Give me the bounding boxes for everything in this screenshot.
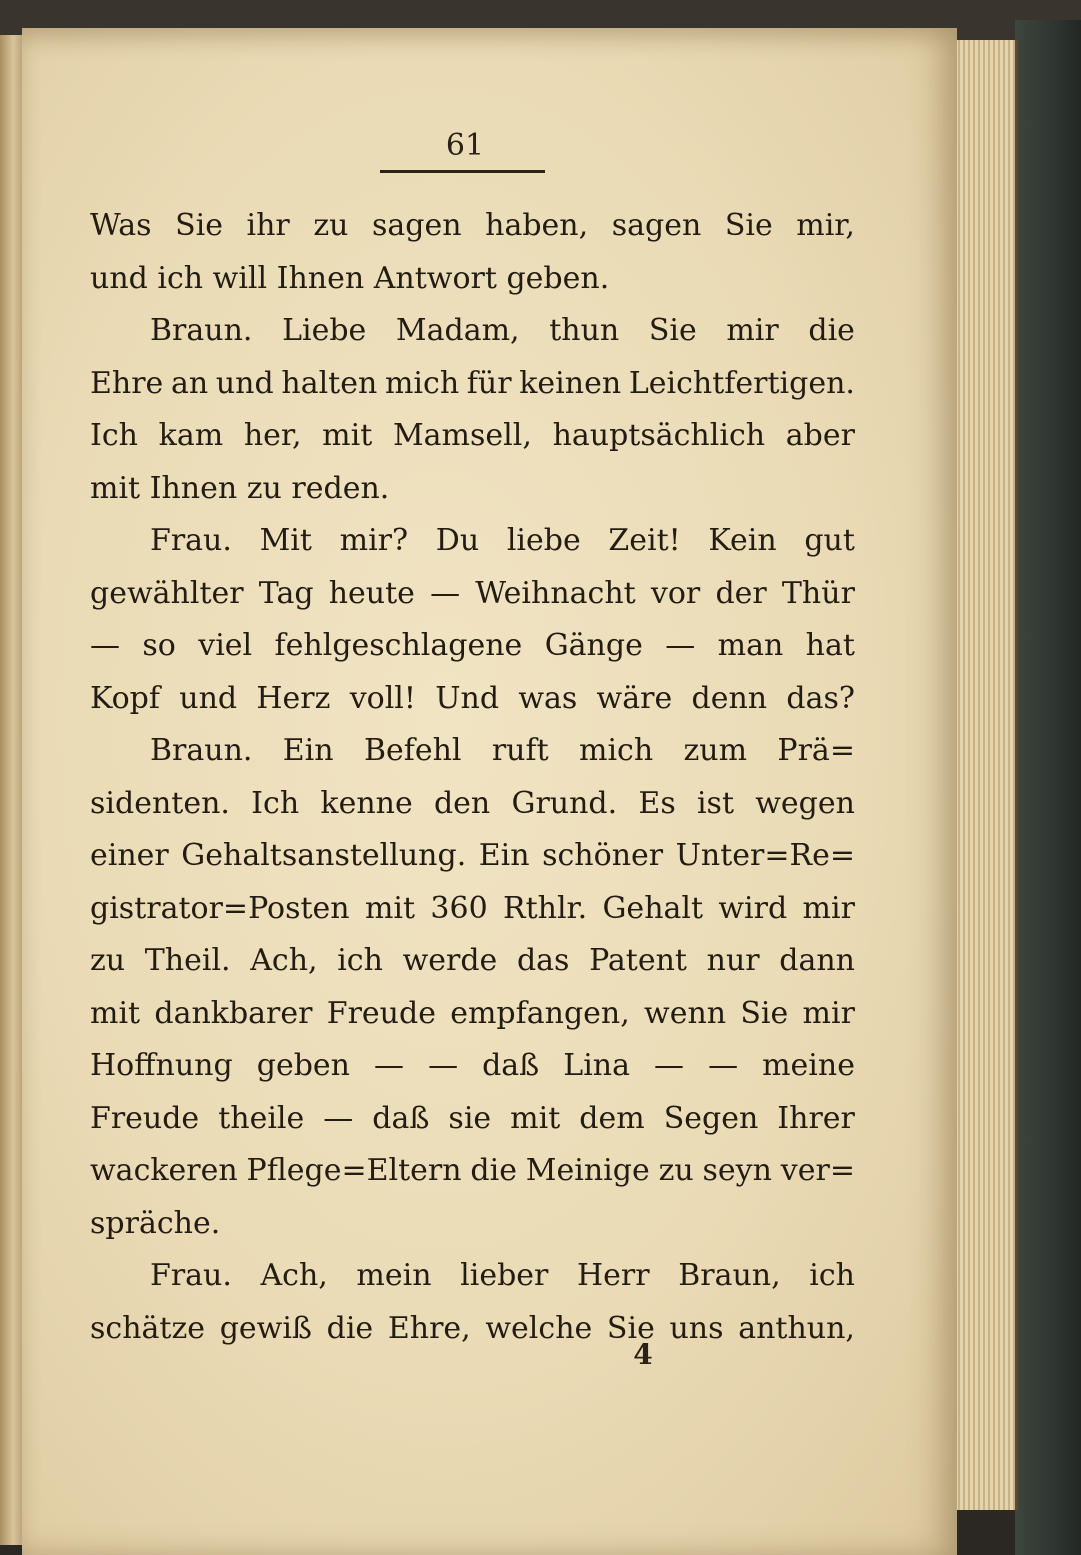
word: sie [448, 1100, 492, 1136]
word: das [516, 943, 570, 978]
word: der [715, 575, 767, 611]
word: mit [510, 1100, 561, 1136]
word: Sie [606, 1310, 655, 1346]
word: Befehl [363, 733, 462, 768]
word: zu [90, 943, 126, 978]
text-line [90, 200, 855, 253]
word: so [142, 628, 176, 663]
word: und [179, 680, 238, 716]
word: mir [726, 313, 779, 348]
word: einer [90, 838, 169, 873]
word: daß [482, 1048, 540, 1083]
word: — [90, 628, 120, 663]
word: wegen [755, 785, 855, 821]
word: was [518, 680, 578, 716]
word: mich [384, 365, 460, 401]
word: kenne [320, 785, 413, 821]
word: schätze [90, 1310, 206, 1346]
word: Braun, [678, 1258, 781, 1293]
text-line [90, 410, 855, 463]
word: Gehalt [602, 890, 704, 926]
word: ist [696, 785, 734, 821]
text-line: spräche. [90, 1205, 221, 1241]
word: Zeit! [608, 523, 681, 558]
word: 360 [430, 890, 488, 926]
word: seyn [702, 1153, 772, 1188]
word: Gehaltsanstellung. [181, 838, 467, 873]
text-line [90, 725, 855, 778]
word: und [215, 365, 274, 401]
word: Ach, [250, 943, 318, 978]
text-line [90, 988, 855, 1041]
word: Hoffnung [90, 1048, 233, 1083]
text-line [90, 620, 855, 673]
body-text [90, 200, 855, 1355]
text-line [90, 1145, 855, 1198]
word: an [170, 365, 209, 401]
word: dann [779, 943, 855, 978]
text-line [90, 305, 855, 358]
word: heute [328, 575, 415, 611]
word: wackeren [90, 1153, 238, 1188]
word: aber [785, 418, 855, 453]
word: — [708, 1048, 739, 1083]
header-rule [380, 170, 545, 173]
word: — [323, 1100, 354, 1136]
text-line [90, 358, 855, 411]
word: zum [683, 733, 748, 768]
word: — [430, 575, 461, 611]
word: hat [805, 628, 855, 663]
word: Leichtfertigen. [628, 365, 855, 401]
word: ver= [780, 1153, 855, 1188]
word: Ach, [260, 1258, 328, 1293]
word: gewählter [90, 575, 244, 611]
text-line: mit Ihnen zu reden. [90, 470, 390, 506]
word: wenn [644, 995, 727, 1031]
word: Thür [781, 575, 855, 611]
left-page-edge [0, 35, 24, 1545]
word: Sie [648, 313, 697, 348]
word: nur [706, 943, 760, 978]
word: Frau. [150, 523, 232, 558]
book-cover-edge [1015, 20, 1081, 1555]
word: mit [90, 995, 141, 1031]
word: thun [549, 313, 620, 348]
word: Mit [259, 523, 312, 558]
page-number: 61 [445, 128, 485, 163]
word: daß [372, 1100, 430, 1136]
word: gut [804, 523, 855, 558]
text-line [90, 1040, 855, 1093]
text-line [90, 673, 855, 726]
word: Gänge [544, 628, 643, 663]
word: Unter=Re= [675, 838, 855, 873]
word: geben [256, 1048, 350, 1083]
word: den [433, 785, 491, 821]
word: mit [322, 418, 373, 453]
word: zu [313, 208, 349, 243]
word: Ehre [90, 365, 164, 401]
word: Tag [258, 575, 314, 611]
word: wäre [596, 680, 673, 716]
text-line [90, 1093, 855, 1146]
word: Madam, [395, 313, 520, 348]
word: Prä= [777, 733, 855, 768]
word: kam [158, 418, 224, 453]
signature-mark: 4 [633, 1338, 653, 1371]
word: Segen [663, 1100, 759, 1136]
word: Pflege=Eltern [246, 1153, 462, 1188]
word: werde [402, 943, 498, 978]
word: liebe [506, 523, 581, 558]
word: lieber [460, 1258, 549, 1293]
word: hauptsächlich [552, 418, 766, 453]
word: Ein [282, 733, 334, 768]
word: — [665, 628, 696, 663]
word: Ihrer [777, 1100, 855, 1136]
word: keinen [519, 365, 622, 401]
text-line [90, 1250, 855, 1303]
word: empfangen, [450, 995, 630, 1031]
text-line [90, 830, 855, 883]
word: — [654, 1048, 685, 1083]
text-line [90, 1303, 855, 1356]
word: man [717, 628, 784, 663]
word: mit [364, 890, 416, 926]
word: Sie [175, 208, 223, 243]
word: Was [90, 208, 152, 243]
word: Braun. [150, 733, 253, 768]
word: dankbarer [154, 995, 313, 1031]
word: Ich [251, 785, 300, 821]
word: ich [809, 1258, 855, 1293]
word: schöner [542, 838, 664, 873]
word: zu [658, 1153, 694, 1188]
word: Herz [256, 680, 331, 716]
word: wird [718, 890, 788, 926]
word: die [470, 1153, 517, 1188]
word: Mamsell, [392, 418, 532, 453]
word: Kopf [90, 680, 160, 716]
page-stack-edges [955, 40, 1018, 1510]
word: mich [579, 733, 654, 768]
word: Lina [563, 1048, 630, 1083]
word: Patent [589, 943, 687, 978]
word: Freude [90, 1100, 200, 1136]
word: Freude [326, 995, 436, 1031]
word: mir [802, 995, 855, 1031]
word: Kein [708, 523, 777, 558]
word: Du [435, 523, 480, 558]
word: — [374, 1048, 405, 1083]
text-line [90, 568, 855, 621]
word: Herr [576, 1258, 650, 1293]
word: haben, [485, 208, 589, 243]
word: sidenten. [90, 785, 230, 821]
word: Rthlr. [503, 890, 588, 926]
word: Braun. [150, 313, 253, 348]
word: die [808, 313, 855, 348]
word: ich [337, 943, 383, 978]
word: voll! [349, 680, 416, 716]
word: Frau. [150, 1258, 232, 1293]
text-line [90, 778, 855, 831]
text-line [90, 883, 855, 936]
word: Meinige [525, 1153, 650, 1188]
word: welche [485, 1310, 593, 1346]
word: fehlgeschlagene [274, 628, 523, 663]
word: Weihnacht [475, 575, 636, 611]
word: mir, [796, 208, 855, 243]
text-line [90, 515, 855, 568]
word: meine [762, 1048, 855, 1083]
word: für [466, 365, 512, 401]
word: vor [650, 575, 701, 611]
word: gewiß [219, 1310, 312, 1346]
word: theile [218, 1100, 305, 1136]
word: Und [435, 680, 500, 716]
word: Theil. [144, 943, 231, 978]
word: mein [356, 1258, 432, 1293]
word: uns [669, 1310, 724, 1346]
word: sagen [611, 208, 702, 243]
word: denn [691, 680, 768, 716]
word: Ein [478, 838, 530, 873]
word: ihr [246, 208, 290, 243]
word: Liebe [282, 313, 367, 348]
word: Grund. [511, 785, 618, 821]
word: die [326, 1310, 374, 1346]
word: das? [786, 680, 855, 716]
word: Es [638, 785, 676, 821]
word: Ich [90, 418, 138, 453]
word: anthun, [738, 1310, 855, 1346]
word: Ehre, [387, 1310, 471, 1346]
word: viel [198, 628, 253, 663]
word: halten [281, 365, 378, 401]
text-line: und ich will Ihnen Antwort geben. [90, 260, 610, 296]
text-line [90, 935, 855, 988]
word: mir [802, 890, 855, 926]
word: gistrator=Posten [90, 890, 350, 926]
word: her, [243, 418, 302, 453]
word: sagen [372, 208, 462, 243]
word: Sie [724, 208, 773, 243]
word: Sie [740, 995, 789, 1031]
word: mir? [339, 523, 409, 558]
word: dem [579, 1100, 645, 1136]
word: ruft [491, 733, 549, 768]
word: — [428, 1048, 459, 1083]
